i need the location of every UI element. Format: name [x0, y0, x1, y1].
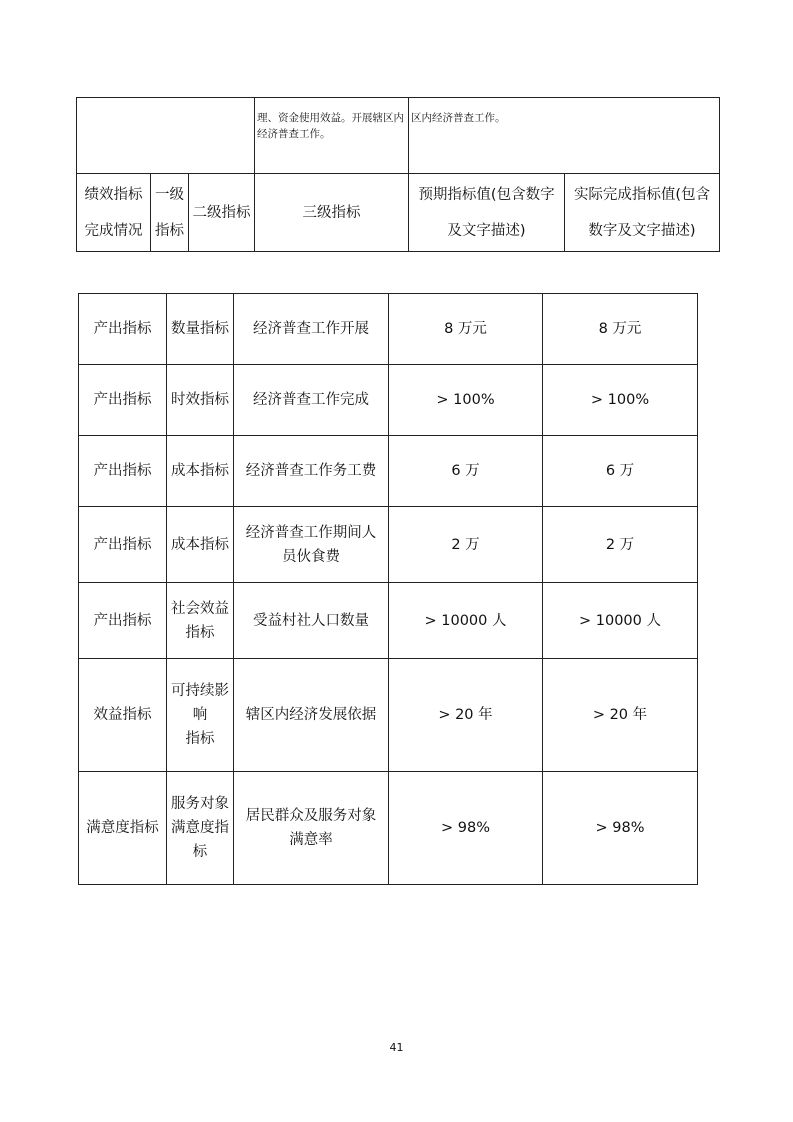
level3-indicator-cell: 居民群众及服务对象 满意率 [234, 772, 389, 885]
actual-value-cell: > 10000 人 [543, 583, 698, 659]
expected-value-cell: 6 万 [389, 436, 543, 507]
actual-value-cell: > 20 年 [543, 659, 698, 772]
level2-indicator-cell: 成本指标 [167, 507, 234, 583]
expected-value-cell: > 100% [389, 365, 543, 436]
expected-value-cell: > 98% [389, 772, 543, 885]
level2-indicator-cell: 数量指标 [167, 294, 234, 365]
continuation-cell-description: 区内经济普查工作。 [409, 98, 720, 174]
level1-indicator-cell: 满意度指标 [79, 772, 167, 885]
table-row [79, 659, 698, 772]
table-row [79, 772, 698, 885]
level2-indicator-cell: 时效指标 [167, 365, 234, 436]
level1-indicator-cell: 产出指标 [79, 294, 167, 365]
table-row [79, 294, 698, 365]
expected-value-cell: 8 万元 [389, 294, 543, 365]
header-level1-indicator: 一级 指标 [151, 174, 189, 252]
expected-value-cell: 2 万 [389, 507, 543, 583]
actual-value-cell: > 100% [543, 365, 698, 436]
level3-indicator-cell: 受益村社人口数量 [234, 583, 389, 659]
expected-value-cell: > 20 年 [389, 659, 543, 772]
header-actual-value: 实际完成指标值(包含 数字及文字描述) [565, 174, 720, 252]
level3-indicator-cell: 经济普查工作开展 [234, 294, 389, 365]
level1-indicator-cell: 效益指标 [79, 659, 167, 772]
header-level2-indicator: 二级指标 [189, 174, 255, 252]
level1-indicator-cell: 产出指标 [79, 365, 167, 436]
level3-indicator-cell: 经济普查工作务工费 [234, 436, 389, 507]
table-row [79, 507, 698, 583]
header-level3-indicator: 三级指标 [255, 174, 409, 252]
level3-indicator-cell: 经济普查工作完成 [234, 365, 389, 436]
header-performance-status: 绩效指标 完成情况 [77, 174, 151, 252]
header-row [77, 174, 720, 252]
actual-value-cell: 2 万 [543, 507, 698, 583]
continuation-cell-blank [77, 98, 255, 174]
level3-indicator-cell: 辖区内经济发展依据 [234, 659, 389, 772]
table-row [79, 583, 698, 659]
table-row [79, 436, 698, 507]
page-number: 41 [389, 1041, 404, 1054]
level2-indicator-cell: 成本指标 [167, 436, 234, 507]
level1-indicator-cell: 产出指标 [79, 507, 167, 583]
actual-value-cell: > 98% [543, 772, 698, 885]
level3-indicator-cell: 经济普查工作期间人 员伙食费 [234, 507, 389, 583]
level2-indicator-cell: 服务对象 满意度指 标 [167, 772, 234, 885]
indicator-rows [79, 294, 698, 885]
actual-value-cell: 6 万 [543, 436, 698, 507]
table-row [79, 365, 698, 436]
expected-value-cell: > 10000 人 [389, 583, 543, 659]
performance-header-table [76, 97, 720, 252]
continuation-cell-target: 理、资金使用效益。开展辖区内经济普查工作。 [255, 98, 409, 174]
level2-indicator-cell: 可持续影 响 指标 [167, 659, 234, 772]
performance-indicator-table [78, 293, 698, 885]
level1-indicator-cell: 产出指标 [79, 436, 167, 507]
header-expected-value: 预期指标值(包含数字 及文字描述) [409, 174, 565, 252]
actual-value-cell: 8 万元 [543, 294, 698, 365]
level2-indicator-cell: 社会效益 指标 [167, 583, 234, 659]
continuation-row [77, 98, 720, 174]
level1-indicator-cell: 产出指标 [79, 583, 167, 659]
